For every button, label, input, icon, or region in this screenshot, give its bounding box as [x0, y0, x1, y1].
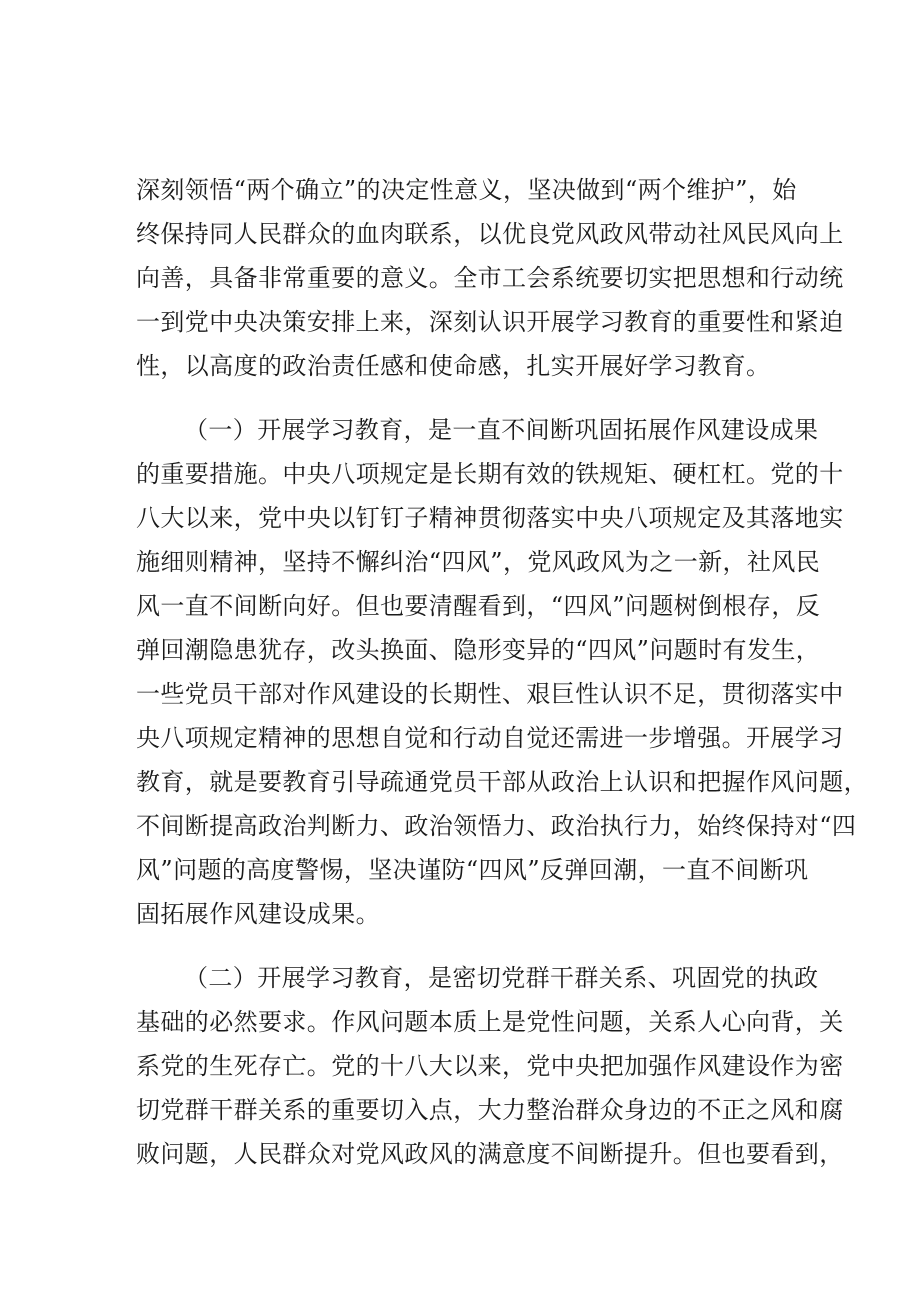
- text-line: 不间断提高政治判断力、政治领悟力、政治执行力，始终保持对“四: [136, 812, 857, 840]
- text-line: 终保持同人民群众的血肉联系，以优良党风政风带动社风民风向上: [136, 220, 844, 248]
- text-line: 弹回潮隐患犹存，改头换面、隐形变异的“四风”问题时有发生，: [136, 636, 821, 664]
- text-line: 性，以高度的政治责任感和使命感，扎实开展好学习教育。: [136, 352, 771, 380]
- text-line: 央八项规定精神的思想自觉和行动自觉还需进一步增强。开展学习: [136, 724, 844, 752]
- text-line: 施细则精神，坚持不懈纠治“四风”，党风政风为之一新，社风民: [136, 548, 821, 576]
- text-line: 基础的必然要求。作风问题本质上是党性问题，关系人心向背，关: [136, 1008, 844, 1036]
- text-line: 切党群干群关系的重要切入点，大力整治群众身边的不正之风和腐: [136, 1096, 844, 1124]
- text-line: 一到党中央决策安排上来，深刻认识开展学习教育的重要性和紧迫: [136, 308, 844, 336]
- paragraph-2: [136, 408, 868, 936]
- paragraph-3: [136, 956, 844, 1176]
- text-line: 系党的生死存亡。党的十八大以来，党中央把加强作风建设作为密: [136, 1052, 844, 1080]
- text-line: 风一直不间断向好。但也要清醒看到，“四风”问题树倒根存，反: [136, 592, 821, 620]
- text-line: 风”问题的高度警惕，坚决谨防“四风”反弹回潮，一直不间断巩: [136, 856, 809, 884]
- text-line: 八大以来，党中央以钉钉子精神贯彻落实中央八项规定及其落地实: [136, 504, 844, 532]
- text-line: 固拓展作风建设成果。: [136, 900, 380, 928]
- document-body: [136, 168, 868, 1176]
- text-line: 败问题，人民群众对党风政风的满意度不间断提升。但也要看到，: [136, 1140, 844, 1168]
- text-line: 教育，就是要教育引导疏通党员干部从政治上认识和把握作风问题，: [136, 768, 868, 796]
- text-line: 的重要措施。中央八项规定是长期有效的铁规矩、硬杠杠。党的十: [136, 460, 844, 488]
- text-line: （二）开展学习教育，是密切党群干群关系、巩固党的执政: [184, 964, 819, 992]
- paragraph-gap: [136, 936, 796, 956]
- text-line: 深刻领悟“两个确立”的决定性意义，坚决做到“两个维护”，始: [136, 176, 797, 204]
- text-line: 一些党员干部对作风建设的长期性、艰巨性认识不足，贯彻落实中: [136, 680, 844, 708]
- text-line: 向善，具备非常重要的意义。全市工会系统要切实把思想和行动统: [136, 264, 844, 292]
- paragraph-1: [136, 168, 844, 388]
- text-line: （一）开展学习教育，是一直不间断巩固拓展作风建设成果: [184, 416, 819, 444]
- paragraph-gap: [136, 388, 796, 408]
